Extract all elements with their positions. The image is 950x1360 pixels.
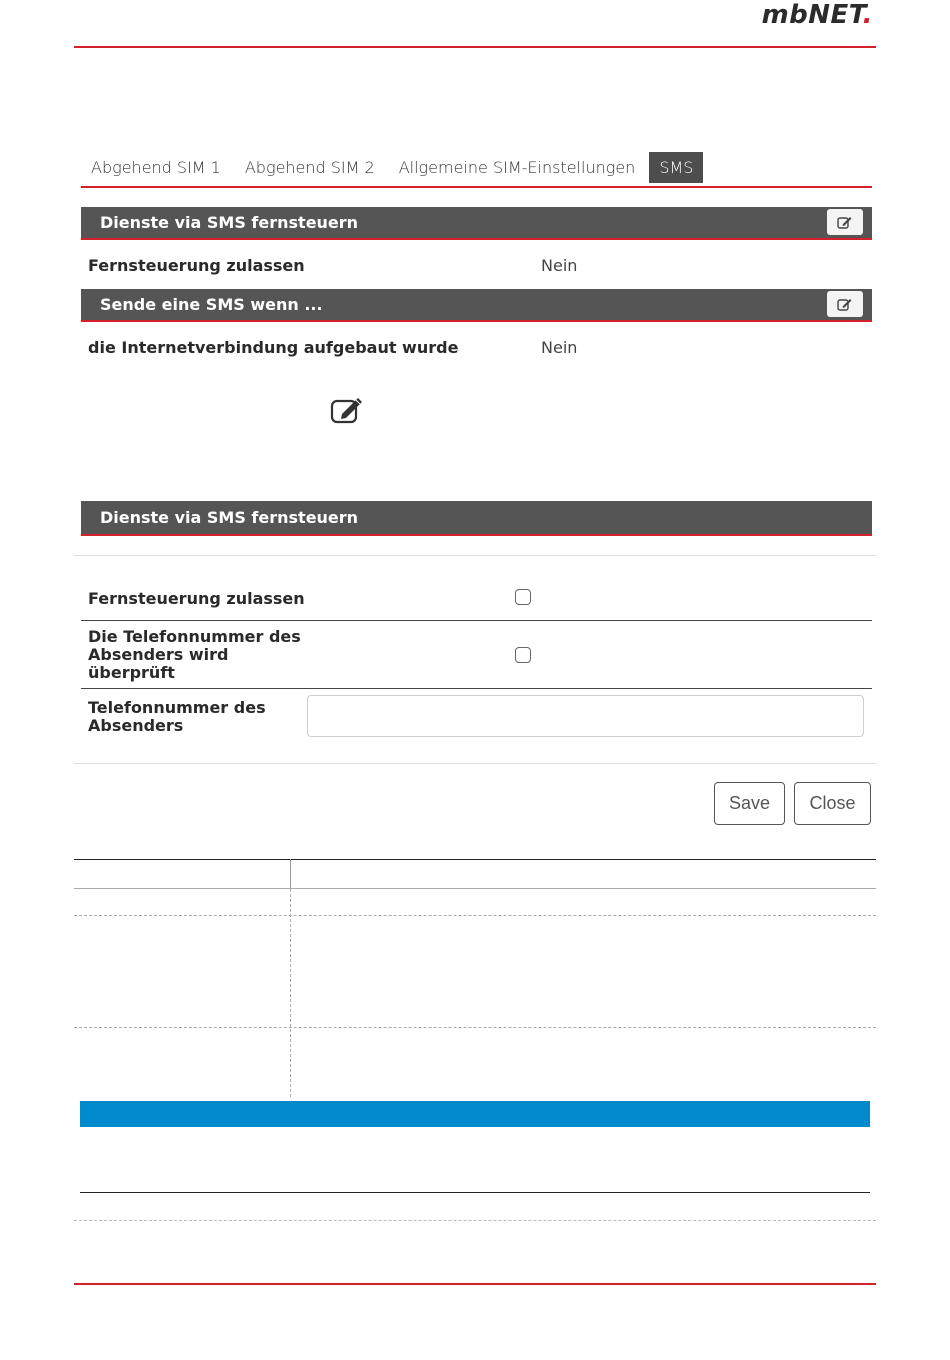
tab-allgemeine-sim-einstellungen[interactable]: Allgemeine SIM-Einstellungen <box>398 157 636 177</box>
mbnet-logo: mbNET. <box>761 0 873 30</box>
section-header-send-sms <box>81 289 872 322</box>
label-line: Absenders wird <box>88 645 229 664</box>
blue-table-header <box>80 1101 870 1127</box>
row-divider <box>81 620 872 621</box>
edit-icon <box>837 297 853 311</box>
table-row-rule <box>74 915 876 916</box>
label-line: Absenders <box>88 716 184 735</box>
dialog-divider <box>74 763 876 764</box>
tab-underline <box>81 186 872 188</box>
save-button[interactable]: Save <box>714 782 785 825</box>
table-rule <box>74 1220 876 1221</box>
section-title: Dienste via SMS fernsteuern <box>100 213 359 232</box>
section-title: Sende eine SMS wenn ... <box>100 295 323 314</box>
edit-icon <box>837 215 853 229</box>
row-divider <box>81 688 872 689</box>
field-label <box>88 628 301 682</box>
field-label: Fernsteuerung zulassen <box>88 589 305 608</box>
footer-rule <box>74 1283 876 1285</box>
table-row-rule <box>74 1027 876 1028</box>
table-col-divider <box>290 889 291 1097</box>
verify-sender-checkbox[interactable] <box>515 647 531 663</box>
tab-abgehend-sim-1[interactable]: Abgehend SIM 1 <box>91 157 221 177</box>
dialog-divider <box>74 555 876 556</box>
field-label: Fernsteuerung zulassen <box>88 256 305 275</box>
field-label <box>88 699 266 735</box>
section-header-remote-control <box>81 207 872 240</box>
tab-bar <box>81 148 872 186</box>
label-line: überprüft <box>88 663 175 682</box>
edit-remote-control-button[interactable] <box>827 209 863 235</box>
table-row-rule <box>74 888 876 889</box>
field-label: die Internetverbindung aufgebaut wurde <box>88 338 459 357</box>
field-value: Nein <box>541 256 578 275</box>
edit-dialog-header <box>81 501 872 536</box>
label-line: Die Telefonnummer des <box>88 627 301 646</box>
tab-sms[interactable]: SMS <box>649 152 703 183</box>
dialog-title: Dienste via SMS fernsteuern <box>100 508 359 527</box>
remote-control-checkbox[interactable] <box>515 589 531 605</box>
header-rule <box>74 46 876 48</box>
label-line: Telefonnummer des <box>88 698 266 717</box>
table-top-rule <box>74 859 876 860</box>
edit-icon <box>330 395 366 425</box>
edit-send-sms-button[interactable] <box>827 291 863 317</box>
table-rule <box>80 1192 870 1193</box>
tab-abgehend-sim-2[interactable]: Abgehend SIM 2 <box>244 157 375 177</box>
field-value: Nein <box>541 338 578 357</box>
sender-phone-input[interactable] <box>307 695 864 737</box>
table-col-divider <box>290 859 291 889</box>
close-button[interactable]: Close <box>794 782 871 825</box>
